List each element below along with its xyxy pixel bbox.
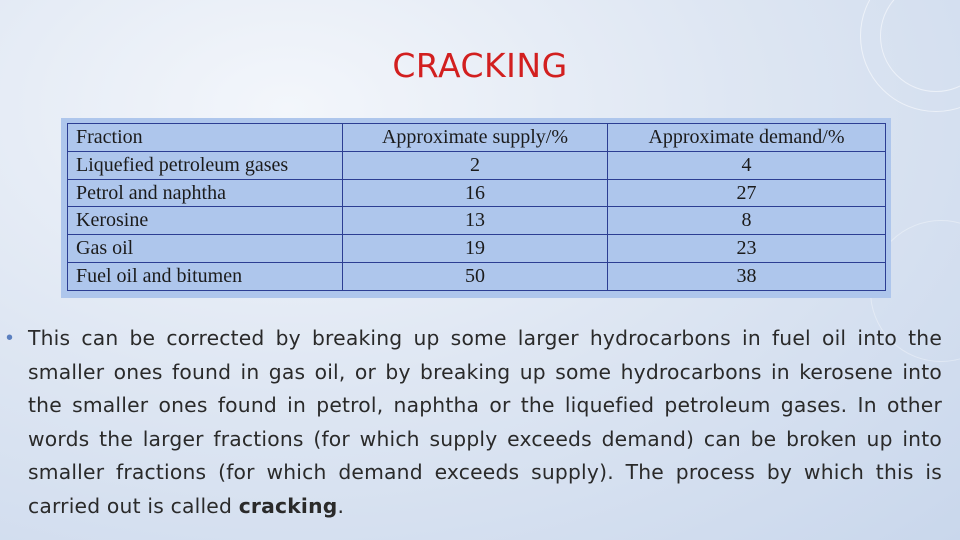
body-text-end: . <box>337 493 345 518</box>
table-cell: 16 <box>343 179 608 207</box>
table-cell: 2 <box>343 151 608 179</box>
table-cell: Gas oil <box>68 235 343 263</box>
table-header-cell: Fraction <box>68 124 343 152</box>
supply-demand-table <box>67 123 886 291</box>
table-cell: 38 <box>607 263 885 291</box>
table-cell: 13 <box>343 207 608 235</box>
table-cell: 8 <box>607 207 885 235</box>
slide-title: CRACKING <box>392 46 568 85</box>
table-row <box>68 263 886 291</box>
body-text: This can be corrected by breaking up some larger hydrocarbons in fuel oil into the smaller ones found in gas oil, or by breaking up some hydrocarbons in kerosene into the smaller ones found in petrol, naphtha or the liquefied petroleum gases. In other words the larger fractions (for which supply exceeds demand) can be broken up into smaller fractions (for which demand exceeds supply). The process by which this is carried out is called <box>28 326 942 518</box>
bullet-marker: • <box>6 327 14 349</box>
table-header-cell: Approximate supply/% <box>343 124 608 152</box>
table-cell: 27 <box>607 179 885 207</box>
table-row <box>68 151 886 179</box>
table-row <box>68 235 886 263</box>
table-cell: 19 <box>343 235 608 263</box>
table-cell: Petrol and naphtha <box>68 179 343 207</box>
emphasis-term: cracking <box>238 493 338 518</box>
table-cell: Kerosine <box>68 207 343 235</box>
table-row <box>68 207 886 235</box>
table-cell: 23 <box>607 235 885 263</box>
table-row <box>68 179 886 207</box>
body-paragraph <box>28 322 942 524</box>
table-header-cell: Approximate demand/% <box>607 124 885 152</box>
data-table-container <box>61 118 891 298</box>
table-cell: 50 <box>343 263 608 291</box>
table-cell: 4 <box>607 151 885 179</box>
table-header-row <box>68 124 886 152</box>
table-cell: Liquefied petroleum gases <box>68 151 343 179</box>
table-cell: Fuel oil and bitumen <box>68 263 343 291</box>
